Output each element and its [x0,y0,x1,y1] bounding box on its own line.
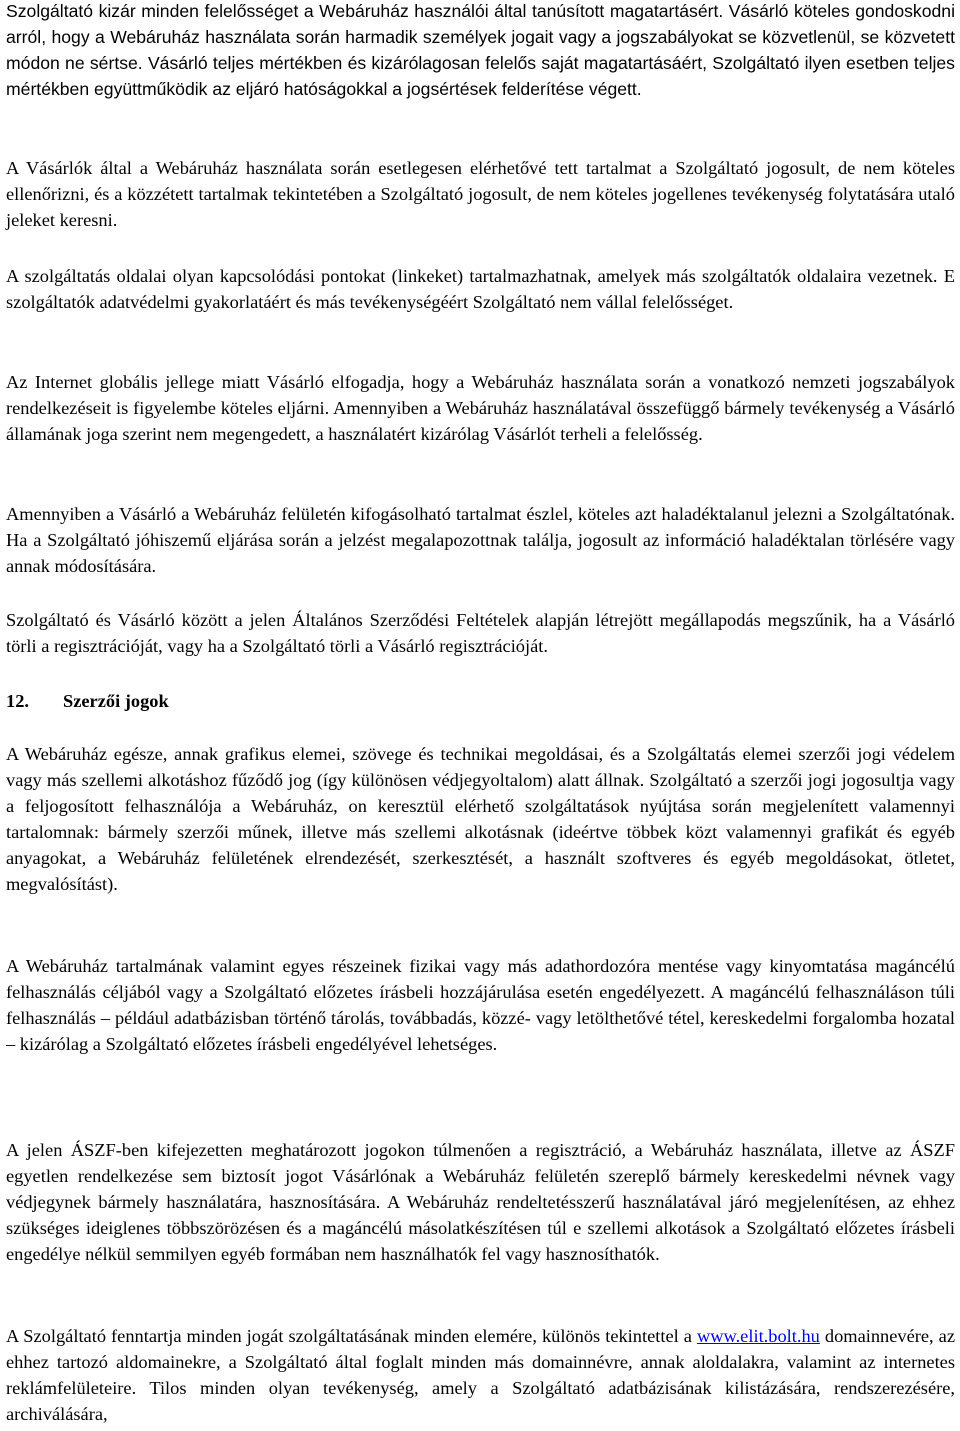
section-title: Szerzői jogok [63,691,169,711]
paragraph-rights-reserved [6,1323,955,1427]
paragraph-termination: Szolgáltató és Vásárló között a jelen Általános Szerződési Feltételek alapján létrejött megállapodás megszűnik, ha a Vásárló törli a regisztrációját, vagy ha a Szolgáltató törli a Vásárló regisztrációját. [6,610,955,656]
paragraph-content-check: A Vásárlók által a Webáruház használata során esetlegesen elérhetővé tett tartalmat a Szolgáltató jogosult, de nem köteles ellenőrizni, és a közzétett tartalmak tekintetében a Szolgáltató jogosult, de nem köteles jogellenes tevékenység folytatására utaló jeleket keresni. [6,158,955,230]
website-link[interactable]: www.elit.bolt.hu [696,1326,820,1346]
section-number: 12. [6,691,29,711]
paragraph-private-use: A Webáruház tartalmának valamint egyes részeinek fizikai vagy más adathordozóra mentése vagy kinyomtatása magáncélú felhasználás céljából vagy a Szolgáltató előzetes írásbeli hozzájárulása esetén engedélyezett. A magáncélú felhasználáson túli felhasználás – például adatbázisban történő tárolás, továbbadás, közzé- vagy letölthetővé tétel, kereskedelmi forgalomba hozatal – kizárólag a Szolgáltató előzetes írásbeli engedélyével lehetséges. [6,956,955,1054]
intro-paragraph [6,0,955,102]
paragraph-links: A szolgáltatás oldalai olyan kapcsolódási pontokat (linkeket) tartalmazhatnak, amelyek más szolgáltatók oldalaira vezetnek. E szolgáltatók adatvédelmi gyakorlatáért és más tevékenységéért Szolgáltató nem vállal felelősséget. [6,266,955,312]
paragraph-objectionable-content: Amennyiben a Vásárló a Webáruház felületén kifogásolható tartalmat észlel, köteles azt haladéktalanul jelezni a Szolgáltatónak. Ha a Szolgáltató jóhiszemű eljárása során a jelzést megalapozottnak találja, jogosult az információ haladéktalan törlésére vagy annak módosítására. [6,504,955,576]
paragraph-internet: Az Internet globális jellege miatt Vásárló elfogadja, hogy a Webáruház használata során a vonatkozó nemzeti jogszabályok rendelkezéseit is figyelembe köteles eljárni. Amennyiben a Webáruház használatával összefüggő bármely tevékenység a Vásárló államának joga szerint nem megengedett, a használatért kizárólag Vásárlót terheli a felelősség. [6,372,955,444]
intro-part-1: Szolgáltató kizár minden felelősséget a Webáruház használói által tanúsított magatartásért. Vásárló köteles gondoskodni arról, hogy a Webáruház használata során harmadik személyek jogait vagy a jogszabályokat se közvetlenül, se közvetett módon ne sértse. [6,1,955,73]
rights-text-before-link: A Szolgáltató fenntartja minden jogát szolgáltatásának minden elemére, különös tekintettel a [6,1326,697,1346]
paragraph-trademark: A jelen ÁSZF-ben kifejezetten meghatározott jogokon túlmenően a regisztráció, a Webáruház használata, illetve az ÁSZF egyetlen rendelkezése sem biztosít jogot Vásárlónak a Webáruház felületén szereplő bármely kereskedelmi névnek vagy védjegynek bármely használatára, hasznosítására. A Webáruház rendeltetésszerű használatával járó megjelenítésen, az ehhez szükséges ideiglenes többszörözésen és a magáncélú másolatkészítésen túl e szellemi alkotások a Szolgáltató előzetes írásbeli engedélye nélkül semmilyen egyéb formában nem használhatók fel vagy hasznosíthatók. [6,1140,955,1264]
paragraph-copyright: A Webáruház egésze, annak grafikus elemei, szövege és technikai megoldásai, és a Szolgáltatás elemei szerzői jogi védelem vagy más szellemi alkotáshoz fűződő jog (így különösen védjegyoltalom) alatt állnak. Szolgáltató a szerzői jogi jogosultja vagy a feljogosított felhasználója a Webáruház, on keresztül elérhető szolgáltatások nyújtása során megjelenített valamennyi tartalomnak: bármely szerzői műnek, illetve más szellemi alkotásnak (ideértve többek közt valamennyi grafikát és egyéb anyagokat, a Webáruház felületének elrendezését, szerkesztését, a használt szoftveres és egyéb megoldásokat, ötletet, megvalósítást). [6,744,955,894]
rights-text-after-link: domainnevére, az ehhez tartozó aldomainekre, a Szolgáltató által foglalt minden más domainnévre, annak aloldalakra, valamint az internetes reklámfelületeire. Tilos minden olyan tevékenység, amely a Szolgáltató adatbázisának kilistázására, rendszerezésére, archiválására, [6,1326,955,1424]
intro-part-2: Vásárló teljes mértékben és kizárólagosan felelős saját magatartásáért, Szolgáltató ilyen esetben teljes mértékben együttműködik az eljáró hatóságokkal a jogsértések felderítése végett. [6,53,955,99]
section-heading [6,688,169,714]
